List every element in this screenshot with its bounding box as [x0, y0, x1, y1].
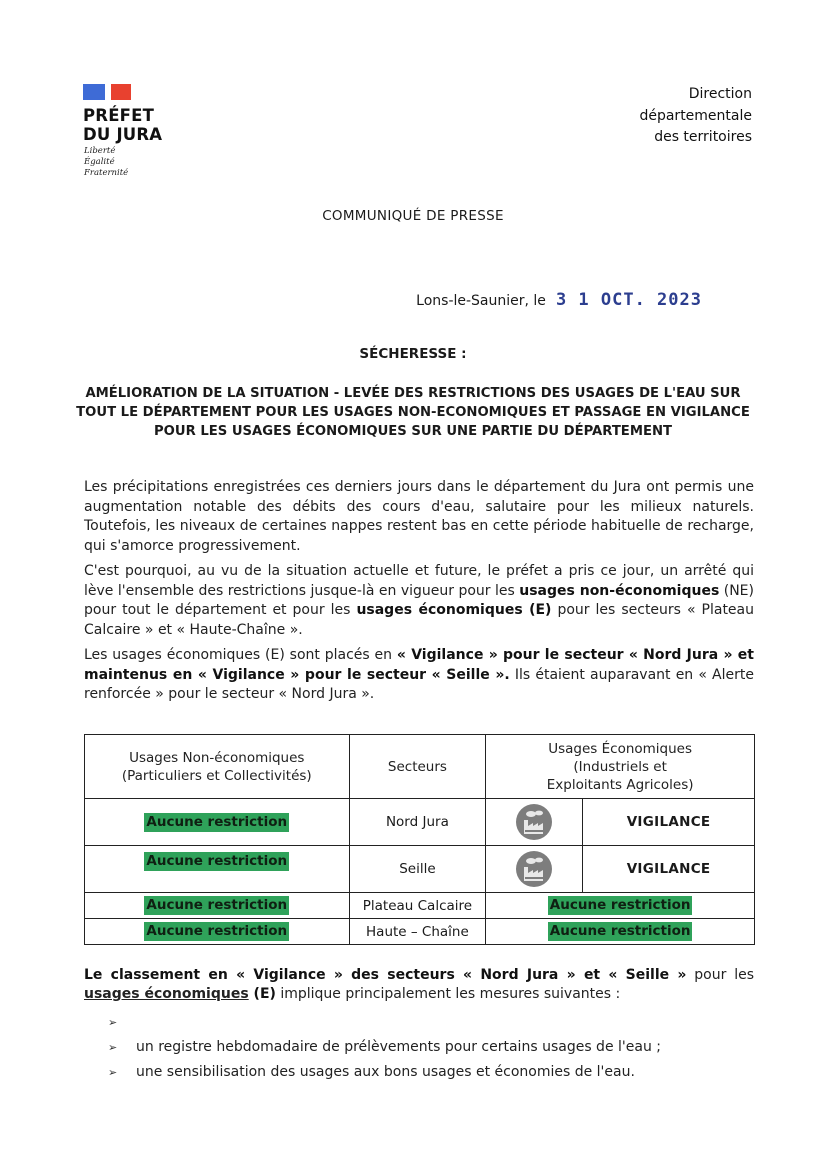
text: (NE) pour tout le département et pour les	[84, 582, 754, 618]
economic-status: VIGILANCE	[583, 846, 755, 893]
underlined-text: usages économiques	[84, 986, 249, 1002]
bold-text: usages non-économiques	[519, 582, 720, 599]
paragraph-arrete	[84, 562, 754, 640]
no-restriction-badge: Aucune restriction	[549, 923, 691, 939]
text: pour les	[686, 967, 754, 983]
paragraph-measures-intro	[84, 966, 754, 1004]
factory-icon	[516, 851, 552, 887]
sector-name: Seille	[349, 846, 486, 893]
arrow-bullet-icon: ➢	[108, 1016, 118, 1029]
arrow-bullet-icon: ➢	[108, 1066, 118, 1079]
factory-icon	[516, 804, 552, 840]
list-item-text: un registre hebdomadaire de prélèvements pour certains usages de l'eau ;	[136, 1039, 661, 1055]
sector-name: Plateau Calcaire	[349, 893, 486, 919]
sector-name: Nord Jura	[349, 799, 486, 846]
header-sectors: Secteurs	[349, 735, 486, 799]
marianne-flag-logo	[83, 84, 131, 100]
sector-name: Haute – Chaîne	[349, 919, 486, 945]
prefecture-title-line-2: DU JURA	[83, 125, 163, 144]
text: C'est pourquoi, au vu de la situation actuelle et future, le préfet a pris ce jour, un arrêté qui lève l'ensemble des restrictions jusque-là en vigueur pour les	[84, 563, 754, 599]
non-economic-status	[85, 846, 350, 893]
non-economic-status	[85, 919, 350, 945]
bold-text: Le classement en « Vigilance » des secteurs « Nord Jura » et « Seille »	[84, 967, 687, 983]
issuing-department	[639, 84, 752, 149]
list-item	[108, 1035, 661, 1060]
no-restriction-badge: Aucune restriction	[146, 897, 288, 913]
motto-fraternite: Fraternité	[84, 168, 129, 178]
dateline	[416, 290, 702, 310]
economic-icon-cell	[486, 799, 583, 846]
bold-text: usages économiques (E)	[356, 602, 552, 618]
motto-egalite: Égalité	[84, 157, 115, 167]
date-stamp: 3 1 OCT. 2023	[555, 290, 702, 310]
no-restriction-badge: Aucune restriction	[549, 897, 691, 913]
table-header-row	[85, 735, 755, 799]
header-non-economic: Usages Non-économiques (Particuliers et Collectivités)	[85, 735, 350, 799]
prefecture-title	[83, 106, 162, 144]
arrow-bullet-icon: ➢	[108, 1041, 118, 1054]
text: Ils étaient auparavant en « Alerte renforcée » pour le secteur « Nord Jura ».	[84, 666, 754, 702]
non-economic-status	[85, 799, 350, 846]
no-restriction-badge: Aucune restriction	[146, 923, 288, 939]
text: implique principalement les mesures suivantes :	[275, 986, 621, 1002]
header-economic: Usages Économiques (Industriels et Exploitants Agricoles)	[486, 735, 755, 799]
non-economic-status	[85, 893, 350, 919]
motto-liberte: Liberté	[84, 146, 116, 156]
list-item-text: une sensibilisation des usages aux bons usages et économies de l'eau.	[136, 1064, 635, 1080]
measures-list	[108, 1010, 661, 1085]
list-item	[108, 1010, 661, 1035]
prefecture-title-line-1: PRÉFET	[83, 106, 155, 125]
document-type: COMMUNIQUÉ DE PRESSE	[322, 208, 504, 224]
table-row	[85, 846, 755, 893]
list-item	[108, 1060, 661, 1085]
no-restriction-badge: Aucune restriction	[146, 853, 288, 869]
restrictions-table	[84, 734, 755, 945]
headline: AMÉLIORATION DE LA SITUATION - LEVÉE DES RESTRICTIONS DES USAGES DE L'EAU SUR TOUT LE DÉPARTEMENT POUR LES USAGES NON-ECONOMIQUES ET PASSAGE EN VIGILANCE POUR LES USAGES ÉCONOMIQUES SUR UNE PARTIE DU DÉPARTEMENT	[76, 386, 750, 439]
no-restriction-badge: Aucune restriction	[146, 813, 288, 830]
table-row	[85, 799, 755, 846]
economic-icon-cell	[486, 846, 583, 893]
text: pour les secteurs « Plateau Calcaire » et « Haute-Chaîne ».	[84, 602, 754, 638]
bold-text: « Vigilance » pour le secteur « Nord Jura » et maintenus en « Vigilance » pour le secteur « Seille ».	[84, 647, 754, 683]
republic-motto	[84, 146, 128, 179]
direction-line-1: Direction	[688, 86, 752, 102]
table-row	[85, 893, 755, 919]
paragraph-vigilance	[84, 646, 754, 705]
economic-status: VIGILANCE	[583, 799, 755, 846]
section-title: SÉCHERESSE :	[359, 346, 467, 362]
economic-status	[486, 893, 755, 919]
economic-status	[486, 919, 755, 945]
bold-text: (E)	[248, 986, 276, 1002]
dateline-place: Lons-le-Saunier, le	[416, 293, 546, 309]
direction-line-2: départementale	[639, 107, 752, 124]
paragraph-precipitation: Les précipitations enregistrées ces derniers jours dans le département du Jura ont permis une augmentation notable des débits des cours d'eau, salutaire pour les milieux naturels. Toutefois, les niveaux de certaines nappes restent bas en cette période habituelle de recharge, qui s'amorce progressivement.	[84, 479, 754, 554]
direction-line-3: des territoires	[654, 129, 752, 145]
table-row	[85, 919, 755, 945]
text: Les usages économiques (E) sont placés en	[84, 647, 397, 663]
